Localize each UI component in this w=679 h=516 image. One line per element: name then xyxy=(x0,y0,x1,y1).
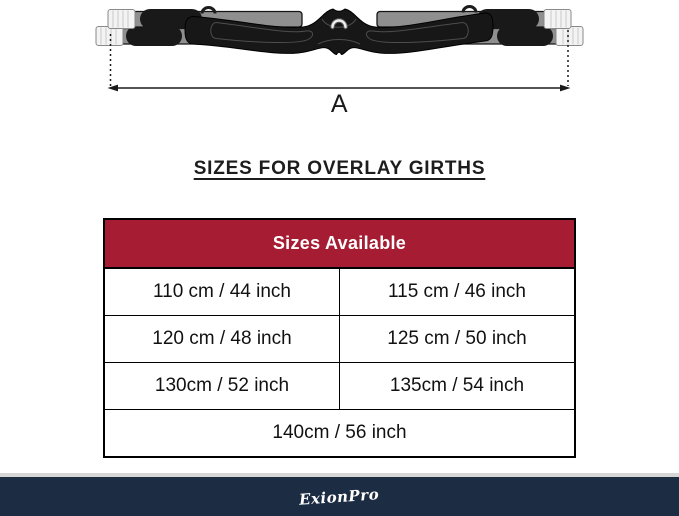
size-cell: 115 cm / 46 inch xyxy=(340,268,576,316)
size-cell: 130cm / 52 inch xyxy=(104,363,340,410)
dimension-label: A xyxy=(330,90,349,118)
footer-bar xyxy=(0,477,679,516)
table-header-row xyxy=(104,219,575,268)
size-cell: 120 cm / 48 inch xyxy=(104,316,340,363)
sizes-table xyxy=(103,218,576,458)
table-row xyxy=(104,316,575,363)
brand-logo: ExionPro xyxy=(298,484,381,509)
section-title: SIZES FOR OVERLAY GIRTHS xyxy=(193,158,486,179)
product-figure xyxy=(0,0,679,118)
table-row xyxy=(104,363,575,410)
size-cell-full: 140cm / 56 inch xyxy=(104,410,575,458)
size-cell: 110 cm / 44 inch xyxy=(104,268,340,316)
table-row xyxy=(104,268,575,316)
girth-product-illustration xyxy=(0,0,679,92)
size-cell: 135cm / 54 inch xyxy=(340,363,576,410)
size-cell: 125 cm / 50 inch xyxy=(340,316,576,363)
sizes-table-header: Sizes Available xyxy=(104,219,575,268)
table-row xyxy=(104,410,575,458)
